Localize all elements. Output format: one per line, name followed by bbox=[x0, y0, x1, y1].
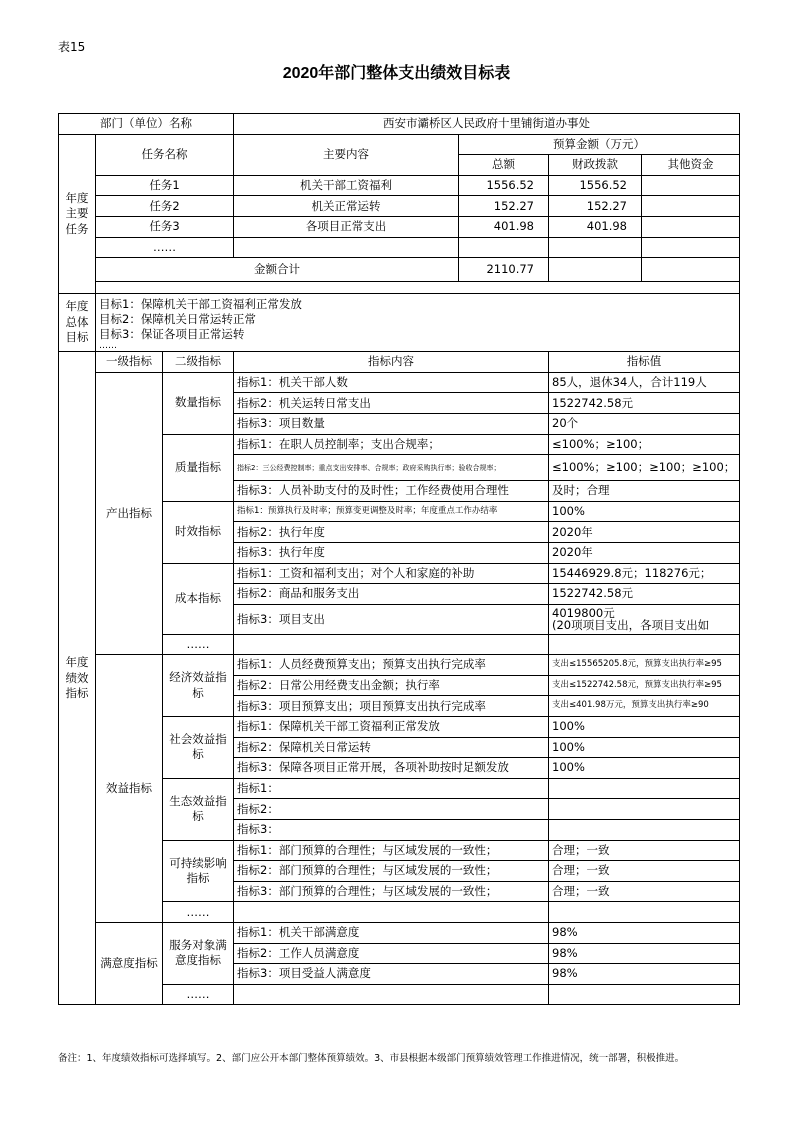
indicator-value: 1522742.58元 bbox=[549, 393, 740, 414]
indicator-content: 指标2：工作人员满意度 bbox=[234, 943, 549, 964]
other-header: 其他资金 bbox=[642, 155, 740, 176]
indicator-content: 指标1：在职人员控制率；支出合规率； bbox=[234, 434, 549, 455]
indicator-content: 指标1：机关干部人数 bbox=[234, 372, 549, 393]
content-header: 指标内容 bbox=[234, 352, 549, 373]
benefit-ellipsis: …… bbox=[163, 902, 234, 923]
footnote: 备注：1、年度绩效指标可选择填写。2、部门应公开本部门整体预算绩效。3、市县根据本级部门预算绩效管理工作推进情况，统一部署，积极推进。 bbox=[58, 1053, 685, 1064]
task-total: 401.98 bbox=[459, 216, 549, 237]
indicator-value: ≤100%；≥100； bbox=[549, 434, 740, 455]
empty-cell bbox=[549, 258, 642, 282]
indicator-content: 指标2：机关运转日常支出 bbox=[234, 393, 549, 414]
spacer-cell bbox=[96, 282, 740, 294]
task-other bbox=[642, 175, 740, 196]
social-indicators: 社会效益指标 bbox=[163, 717, 234, 779]
indicator-value: 及时；合理 bbox=[549, 481, 740, 502]
indicator-value: 合理；一致 bbox=[549, 881, 740, 902]
goals-row bbox=[59, 294, 740, 352]
empty-cell bbox=[642, 258, 740, 282]
indicator-value: ≤100%；≥100；≥100；≥100； bbox=[549, 455, 740, 481]
dept-label: 部门（单位）名称 bbox=[59, 114, 234, 135]
indicator-content: 指标3：部门预算的合理性；与区域发展的一致性； bbox=[234, 881, 549, 902]
task-content: 机关正常运转 bbox=[234, 196, 459, 217]
indicator-value: 98% bbox=[549, 943, 740, 964]
indicator-content: 指标1：工资和福利支出；对个人和家庭的补助 bbox=[234, 563, 549, 584]
task-fiscal: 401.98 bbox=[549, 216, 642, 237]
goal-ellipsis: …… bbox=[99, 341, 117, 352]
indicator-content: 指标2：执行年度 bbox=[234, 522, 549, 543]
task-content-header: 主要内容 bbox=[234, 134, 459, 175]
indicator-content: 指标2：三公经费控制率；重点支出安排率、合规率；政府采购执行率；验收合规率； bbox=[234, 455, 549, 481]
cost-indicators: 成本指标 bbox=[163, 563, 234, 634]
perf-section-label: 年度绩效指标 bbox=[59, 352, 96, 1005]
quality-indicators: 质量指标 bbox=[163, 434, 234, 501]
indicator-value: 100% bbox=[549, 717, 740, 738]
indicator-value: 支出≤1522742.58元，预算支出执行率≥95 bbox=[549, 675, 740, 696]
goal-1: 目标1：保障机关干部工资福利正常发放 bbox=[99, 297, 302, 312]
task-other bbox=[642, 196, 740, 217]
indicator-value: 98% bbox=[549, 964, 740, 985]
total-header: 总额 bbox=[459, 155, 549, 176]
satisfaction-ellipsis: …… bbox=[163, 984, 234, 1005]
page-title: 2020年部门整体支出绩效目标表 bbox=[282, 65, 511, 82]
indicator-row bbox=[59, 923, 740, 944]
task-total: 152.27 bbox=[459, 196, 549, 217]
budget-header: 预算金额（万元） bbox=[459, 134, 740, 155]
timeliness-indicators: 时效指标 bbox=[163, 501, 234, 563]
table-number: 表15 bbox=[58, 40, 86, 54]
goals-section-label: 年度总体目标 bbox=[59, 294, 96, 352]
indicator-value bbox=[549, 604, 740, 634]
dept-name: 西安市灞桥区人民政府十里铺街道办事处 bbox=[234, 114, 740, 135]
indicator-row bbox=[59, 655, 740, 676]
fiscal-header: 财政拨款 bbox=[549, 155, 642, 176]
service-satisfaction-indicators: 服务对象满意度指标 bbox=[163, 923, 234, 985]
empty-cell bbox=[642, 237, 740, 258]
level2-header: 二级指标 bbox=[163, 352, 234, 373]
indicator-row bbox=[59, 372, 740, 393]
task-row bbox=[59, 175, 740, 196]
indicator-content: 指标1：机关干部满意度 bbox=[234, 923, 549, 944]
empty-cell bbox=[459, 237, 549, 258]
output-ellipsis: …… bbox=[163, 634, 234, 655]
indicator-content: 指标3：执行年度 bbox=[234, 542, 549, 563]
task-name: 任务1 bbox=[96, 175, 234, 196]
ecological-indicators: 生态效益指标 bbox=[163, 778, 234, 840]
dept-row bbox=[59, 114, 740, 135]
indicator-content: 指标1：保障机关干部工资福利正常发放 bbox=[234, 717, 549, 738]
task-row bbox=[59, 216, 740, 237]
empty-cell bbox=[234, 902, 549, 923]
task-fiscal: 152.27 bbox=[549, 196, 642, 217]
indicator-content: 指标3：项目支出 bbox=[234, 604, 549, 634]
task-row-ellipsis bbox=[59, 237, 740, 258]
indicator-content: 指标1：预算执行及时率；预算变更调整及时率；年度重点工作办结率 bbox=[234, 501, 549, 522]
indicator-value: 100% bbox=[549, 737, 740, 758]
indicator-value: 支出≤15565205.8元，预算支出执行率≥95 bbox=[549, 655, 740, 676]
indicator-value: 支出≤401.98万元，预算支出执行率≥90 bbox=[549, 696, 740, 717]
cost3-value-line1: 4019800元 bbox=[552, 605, 615, 620]
indicator-value: 2020年 bbox=[549, 542, 740, 563]
empty-cell bbox=[549, 820, 740, 841]
empty-cell bbox=[549, 984, 740, 1005]
sum-label: 金额合计 bbox=[96, 258, 459, 282]
indicator-value: 100% bbox=[549, 758, 740, 779]
tasks-section-label: 年度主要任务 bbox=[59, 134, 96, 294]
empty-cell bbox=[234, 237, 459, 258]
indicator-content: 指标2：日常公用经费支出金额；执行率 bbox=[234, 675, 549, 696]
indicator-content: 指标1：部门预算的合理性；与区域发展的一致性； bbox=[234, 840, 549, 861]
indicator-content: 指标2：保障机关日常运转 bbox=[234, 737, 549, 758]
task-row bbox=[59, 196, 740, 217]
goals-cell bbox=[96, 294, 740, 352]
economic-indicators: 经济效益指标 bbox=[163, 655, 234, 717]
tasks-header-row bbox=[59, 134, 740, 155]
level1-header: 一级指标 bbox=[96, 352, 163, 373]
task-name: 任务2 bbox=[96, 196, 234, 217]
budget-performance-table bbox=[58, 113, 740, 1005]
quantity-indicators: 数量指标 bbox=[163, 372, 234, 434]
indicator-value: 100% bbox=[549, 501, 740, 522]
indicator-value: 2020年 bbox=[549, 522, 740, 543]
indicator-value: 85人，退休34人，合计119人 bbox=[549, 372, 740, 393]
indicator-value: 20个 bbox=[549, 413, 740, 434]
indicator-content: 指标2：部门预算的合理性；与区域发展的一致性； bbox=[234, 861, 549, 882]
cost3-value-line2: (20项项目支出，各项目支出如 bbox=[552, 618, 710, 633]
indicator-value: 合理；一致 bbox=[549, 861, 740, 882]
task-other bbox=[642, 216, 740, 237]
goal-2: 目标2：保障机关日常运转正常 bbox=[99, 312, 256, 327]
empty-cell bbox=[549, 902, 740, 923]
empty-cell bbox=[549, 237, 642, 258]
value-header: 指标值 bbox=[549, 352, 740, 373]
task-fiscal: 1556.52 bbox=[549, 175, 642, 196]
indicator-content: 指标2：商品和服务支出 bbox=[234, 584, 549, 605]
perf-header-row bbox=[59, 352, 740, 373]
indicator-content: 指标3：项目受益人满意度 bbox=[234, 964, 549, 985]
task-name-header: 任务名称 bbox=[96, 134, 234, 175]
sustainability-indicators: 可持续影响指标 bbox=[163, 840, 234, 902]
indicator-content: 指标3： bbox=[234, 820, 549, 841]
task-total: 1556.52 bbox=[459, 175, 549, 196]
output-indicators: 产出指标 bbox=[96, 372, 163, 655]
spacer-row bbox=[59, 282, 740, 294]
task-name: 任务3 bbox=[96, 216, 234, 237]
empty-cell bbox=[549, 799, 740, 820]
sum-row bbox=[59, 258, 740, 282]
benefit-indicators: 效益指标 bbox=[96, 655, 163, 923]
empty-cell bbox=[549, 778, 740, 799]
indicator-content: 指标3：项目数量 bbox=[234, 413, 549, 434]
indicator-value: 合理；一致 bbox=[549, 840, 740, 861]
indicator-content: 指标3：人员补助支付的及时性；工作经费使用合理性 bbox=[234, 481, 549, 502]
indicator-content: 指标1： bbox=[234, 778, 549, 799]
indicator-content: 指标3：保障各项目正常开展，各项补助按时足额发放 bbox=[234, 758, 549, 779]
satisfaction-indicators: 满意度指标 bbox=[96, 923, 163, 1005]
indicator-content: 指标1：人员经费预算支出；预算支出执行完成率 bbox=[234, 655, 549, 676]
indicator-value: 15446929.8元；118276元； bbox=[549, 563, 740, 584]
task-name-ellipsis: …… bbox=[96, 237, 234, 258]
task-content: 各项目正常支出 bbox=[234, 216, 459, 237]
indicator-value: 98% bbox=[549, 923, 740, 944]
empty-cell bbox=[549, 634, 740, 655]
indicator-value: 1522742.58元 bbox=[549, 584, 740, 605]
task-content: 机关干部工资福利 bbox=[234, 175, 459, 196]
indicator-content: 指标3：项目预算支出；项目预算支出执行完成率 bbox=[234, 696, 549, 717]
goal-3: 目标3：保证各项目正常运转 bbox=[99, 327, 245, 342]
indicator-content: 指标2： bbox=[234, 799, 549, 820]
sum-total: 2110.77 bbox=[459, 258, 549, 282]
empty-cell bbox=[234, 634, 549, 655]
empty-cell bbox=[234, 984, 549, 1005]
